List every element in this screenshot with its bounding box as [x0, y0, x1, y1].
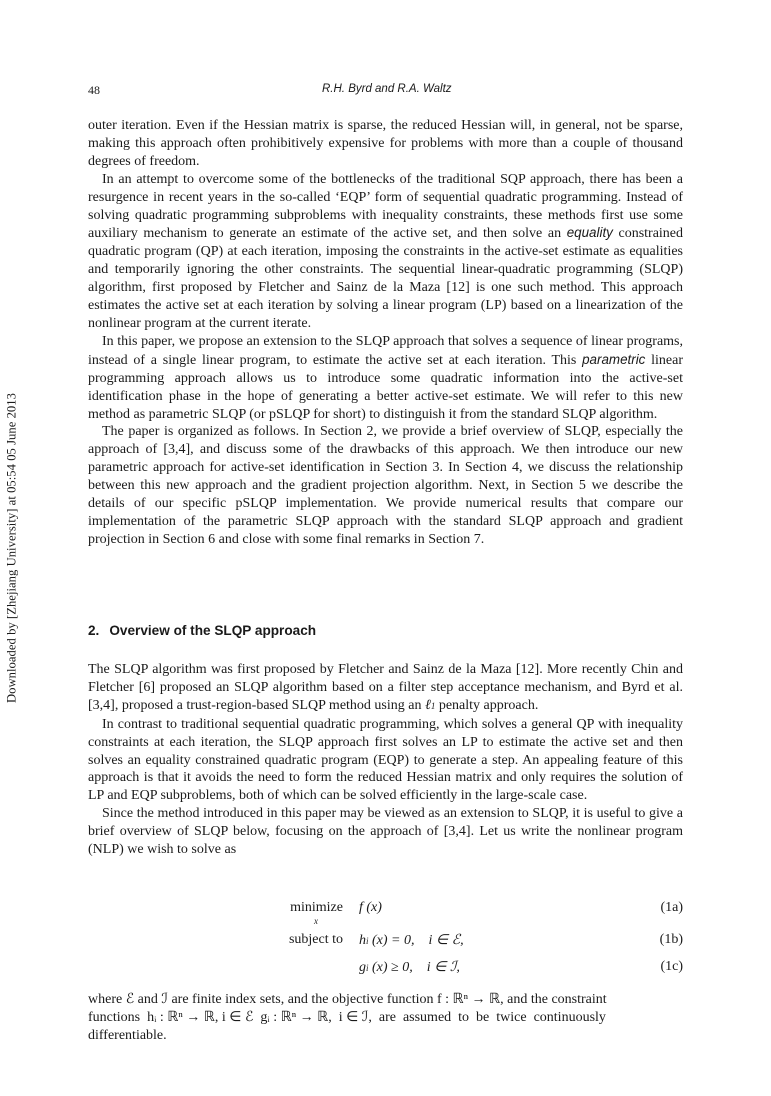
- download-watermark-text: Downloaded by [Zhejiang University] at 05:54 05 June 2013: [4, 393, 19, 703]
- paragraph-7: Since the method introduced in this paper may be viewed as an extension to SLQP, it is useful to give a brief overview of SLQP below, focusing on the approach of [3,4]. Let us write the nonlinear program (NLP) we wish to solve as: [88, 806, 683, 858]
- section-text-block: [88, 661, 683, 859]
- emphasis-parametric: parametric: [582, 351, 646, 367]
- paragraph-4: The paper is organized as follows. In Section 2, we provide a brief overview of SLQP, especially the approach of [3,4], and discuss some of the drawbacks of this approach. We then introduce our new parametric approach for active-set identification in Section 3. In Section 4, we discuss the relationship between this new approach and the gradient projection algorithm. Next, in Section 5 we describe the details of our specific pSLQP implementation. We provide numerical results that compare our implementation of the parametric SLQP approach with the standard SLQP approach and gradient projection in Section 6 and close with some final remarks in Section 7.: [88, 424, 683, 547]
- paragraph-6: In contrast to traditional sequential quadratic programming, which solves a general QP with inequality constraints at each iteration, the SLQP approach first solves an LP to estimate the active set and then solves an equality constrained quadratic program (EQP) to generate a step. An appealing feature of this approach is that it avoids the need to form the reduced Hessian matrix and only requires the solution of LP and EQP subproblems, both of which can be solved efficiently in the large-scale case.: [88, 716, 683, 804]
- intro-text-block: [88, 117, 683, 549]
- download-watermark: [2, 356, 22, 740]
- section-number: 2.: [88, 623, 100, 638]
- equation-label: (1a): [660, 900, 683, 915]
- section-title: Overview of the SLQP approach: [109, 623, 317, 638]
- equation-label: (1b): [659, 932, 683, 947]
- closing-text-block: [88, 991, 683, 1045]
- running-head: R.H. Byrd and R.A. Waltz: [322, 83, 452, 95]
- paragraph-3: In this paper, we propose an extension to the SLQP approach that solves a sequence of linear programs, instead of a single linear program, to estimate the active set at each iteration. This parametric linear programming approach allows us to introduce some quadratic information into the active-set identification phase in the hope of generating a better active-set estimate. We will refer to this new method as parametric SLQP (or pSLQP for short) to distinguish it from the standard SLQP algorithm.: [88, 333, 683, 422]
- page-number: 48: [88, 83, 100, 97]
- equation-1b: subject to hi (x) = 0, i ∈ ℰ, (1b): [288, 932, 683, 948]
- paragraph-1: outer iteration. Even if the Hessian matrix is sparse, the reduced Hessian will, in general, not be sparse, making this approach often prohibitively expensive for problems with more than a couple of thousand degrees of freedom.: [88, 118, 683, 169]
- paragraph-5: The SLQP algorithm was first proposed by Fletcher and Sainz de la Maza [12]. More recently Chin and Fletcher [6] proposed an SLQP algorithm based on a filter step acceptance mechanism, and Byrd et al. [3,4], proposed a trust-region-based SLQP method using an ℓ1 penalty approach.: [88, 662, 683, 713]
- equation-label: (1c): [660, 959, 683, 974]
- section-heading: [88, 623, 316, 638]
- emphasis-equality: equality: [566, 225, 613, 241]
- paragraph-2: In an attempt to overcome some of the bottlenecks of the traditional SQP approach, there has been a resurgence in recent years in the so-called ‘EQP’ form of sequential quadratic programming. Instead of solving quadratic programming subproblems with inequality constraints, these methods first use some auxiliary mechanism to generate an estimate of the active set, and then solve an equality constrained quadratic program (QP) at each iteration, imposing the constraints in the active-set estimate as equalities and temporarily ignoring the other constraints. The sequential linear-quadratic programming (SLQP) algorithm, first proposed by Fletcher and Sainz de la Maza [12] is one such method. This approach estimates the active set at each iteration by solving a linear program (LP) based on a linearization of the nonlinear program at the current iterate.: [88, 171, 684, 331]
- paragraph-8: where ℰ and ℐ are finite index sets, and the objective function f : ℝⁿ → ℝ, and the constraint functions hᵢ : ℝⁿ → ℝ, i ∈ ℰ gᵢ : ℝⁿ → ℝ, i ∈ ℐ, are assumed to be twice continuously differentiable.: [88, 992, 607, 1043]
- equation-1a: minimize x f (x) (1a): [290, 900, 683, 926]
- equation-1c: gi (x) ≥ 0, i ∈ ℐ, (1c): [359, 959, 683, 975]
